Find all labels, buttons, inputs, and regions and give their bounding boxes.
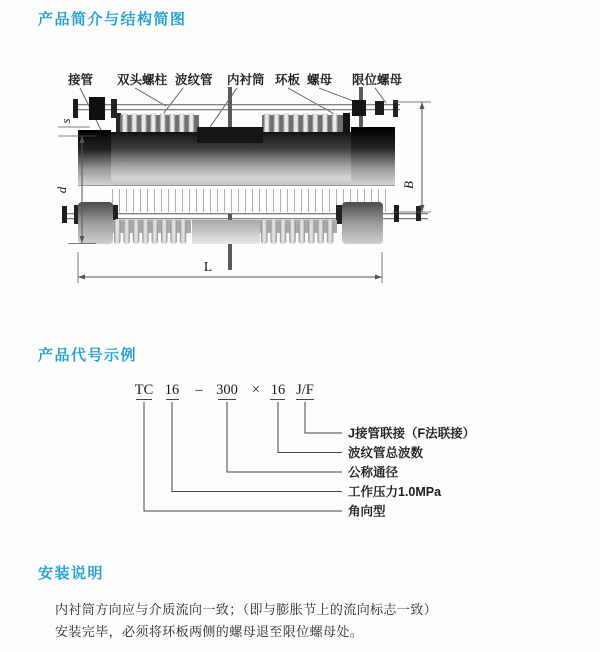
part-labels [67, 72, 403, 87]
code-part-wave-count: 16 [270, 382, 286, 398]
dim-label-d: d [54, 186, 69, 194]
section-heading-code-example: 产品代号示例 [38, 347, 138, 364]
code-part-pressure: 16 [164, 382, 180, 398]
part-label-limit-nut: 限位螺母 [352, 73, 403, 87]
part-label-connecting-pipe: 接管 [68, 73, 94, 87]
dim-label-L: L [203, 259, 213, 274]
install-instruction-line-1: 内衬筒方向应与介质流向一致；（即与膨胀节上的流向标志一致） [55, 602, 438, 617]
code-annotation-connection: J接管联接（F法联接） [348, 426, 476, 441]
code-part-diameter: 300 [216, 382, 238, 398]
code-annotation-diameter: 公称通径 [348, 465, 399, 480]
code-annotation-pressure: 工作压力1.0MPa [348, 485, 442, 499]
structure-diagram [54, 72, 431, 283]
code-annotation-type: 角向型 [348, 504, 386, 519]
section-heading-intro: 产品简介与结构简图 [38, 11, 187, 28]
code-annotations [348, 426, 475, 519]
code-part-type: TC [134, 382, 154, 398]
part-label-nut: 螺母 [307, 73, 333, 87]
install-instruction-line-2: 安装完毕，必须将环板两侧的螺母退至限位螺母处。 [55, 624, 364, 639]
code-part-multiply: × [251, 382, 261, 398]
code-part-connection: J/F [296, 382, 314, 398]
part-label-ring-plate: 环板 [275, 73, 301, 87]
part-label-bellows: 波纹管 [175, 73, 213, 87]
dim-label-s: s [58, 118, 73, 124]
part-label-stud-bolt: 双头螺柱 [117, 73, 168, 87]
section-heading-install: 安装说明 [38, 565, 105, 582]
joint-illustration [62, 87, 428, 270]
code-part-dash: – [195, 382, 203, 398]
code-diagram [135, 382, 475, 519]
code-tree-lines [136, 400, 342, 512]
code-annotation-wave-count: 波纹管总波数 [348, 446, 424, 460]
dim-label-B: B [401, 181, 416, 189]
code-parts [135, 382, 314, 398]
part-label-inner-liner: 内衬筒 [227, 73, 265, 87]
